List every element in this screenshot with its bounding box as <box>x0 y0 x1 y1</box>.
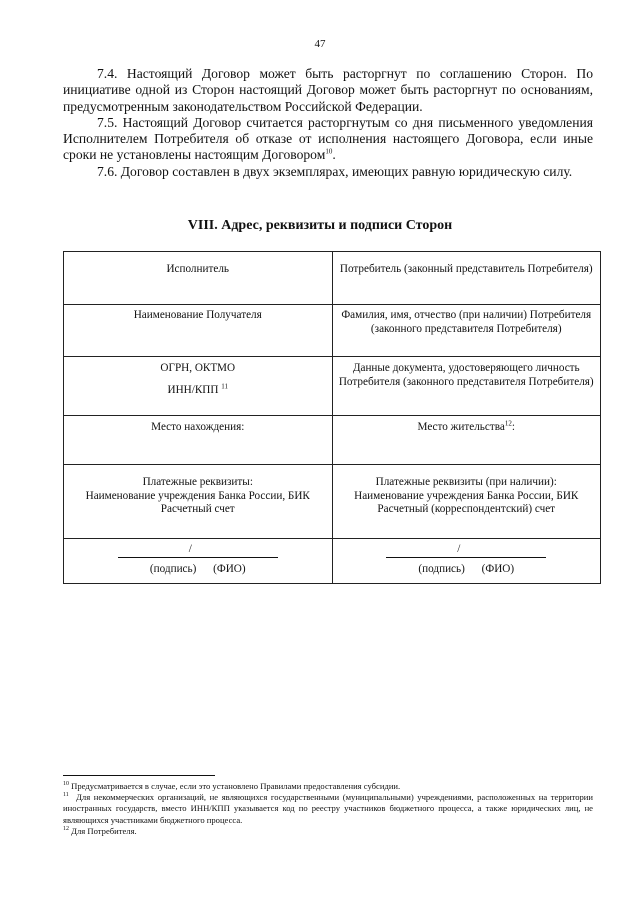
residence-colon: : <box>511 421 515 433</box>
paragraph-7-5-tail: . <box>332 147 336 163</box>
residence-label: Место жительства <box>417 421 505 433</box>
table-row <box>64 539 601 584</box>
signature-caption <box>339 563 595 577</box>
inn-kpp-label: ИНН/КПП <box>167 383 219 396</box>
identity-document-cell: Данные документа, удостоверяющего личность Потребителя (законного представителя Потребителя) <box>332 357 601 416</box>
paragraph-7-5 <box>63 115 593 164</box>
payment-details-label: Платежные реквизиты (при наличии): <box>375 476 557 488</box>
sign-label: (подпись) <box>149 562 197 575</box>
footnote-text: Предусматривается в случае, если это установлено Правилами предоставления субсидии. <box>71 781 401 791</box>
footnote-mark: 12 <box>63 825 69 832</box>
section-title: VIII. Адрес, реквизиты и подписи Сторон <box>187 218 453 233</box>
footnote-ref-11: 11 <box>221 381 228 390</box>
table-row <box>64 465 601 539</box>
signature-slash: / <box>457 543 461 555</box>
paragraph-7-4: 7.4. Настоящий Договор может быть расторгнут по соглашению Сторон. По инициативе одной из Сторон настоящий Договор может быть расторгнут по основаниям, предусмотренным законодательством Российской Федерации. <box>63 66 593 114</box>
signature-slash: / <box>188 543 192 555</box>
contract-body <box>63 66 593 180</box>
paragraph-7-5-text: 7.5. Настоящий Договор считается расторгнутым со дня письменного уведомления Исполнителем Потребителя об отказе от исполнения настоящего Договора, если иные сроки не установлены настоящим Договором <box>63 114 593 163</box>
signature-caption <box>70 563 326 577</box>
page-number: 47 <box>314 38 326 50</box>
bank-name-label: Наименование учреждения Банка России, БИК <box>85 489 310 502</box>
requisites-table <box>63 251 601 584</box>
name-label: (ФИО) <box>213 562 246 575</box>
inn-kpp-line <box>70 381 326 398</box>
footnote-mark: 10 <box>63 781 69 788</box>
paragraph-7-6: 7.6. Договор составлен в двух экземплярах, имеющих равную юридическую силу. <box>97 163 573 179</box>
consumer-fullname-cell: Фамилия, имя, отчество (при наличии) Потребителя (законного представителя Потребителя) <box>332 305 601 357</box>
table-row <box>64 416 601 465</box>
footnote-ref-10: 10 <box>325 147 333 156</box>
table-row <box>64 305 601 357</box>
recipient-name-cell: Наименование Получателя <box>64 305 333 357</box>
executor-header: Исполнитель <box>64 252 333 305</box>
footnotes <box>63 781 593 837</box>
sign-label: (подпись) <box>418 562 465 575</box>
footnote-separator <box>63 775 215 776</box>
footnote-mark: 11 <box>63 792 69 799</box>
ogrn-inn-cell <box>64 357 333 416</box>
location-cell: Место нахождения: <box>64 416 333 465</box>
signature-line <box>118 545 278 558</box>
executor-payment-cell <box>64 465 333 539</box>
bank-name-label: Наименование учреждения Банка России, БИК <box>354 489 579 502</box>
signature-line <box>386 545 546 558</box>
footnote-ref-12: 12 <box>504 419 512 428</box>
ogrn-oktmo-label: ОГРН, ОКТМО <box>160 362 236 374</box>
consumer-signature-cell <box>332 539 601 584</box>
footnote-10 <box>63 781 593 792</box>
footnote-12 <box>63 826 593 837</box>
account-label: Расчетный счет <box>160 503 235 515</box>
footnote-text: Для Потребителя. <box>71 825 137 836</box>
payment-details-label: Платежные реквизиты: <box>142 476 253 488</box>
residence-cell <box>332 416 601 465</box>
consumer-payment-cell <box>332 465 601 539</box>
footnote-11 <box>63 792 593 826</box>
executor-signature-cell <box>64 539 333 584</box>
table-row <box>64 252 601 305</box>
correspondent-account-label: Расчетный (корреспондентский) счет <box>377 503 556 515</box>
name-label: (ФИО) <box>481 562 515 575</box>
footnote-text: Для некоммерческих организаций, не являющихся государственными (муниципальными) учреждениями, расположенных на территории иностранных государств, вместо ИНН/КПП указывается код по реестру участников бюджетного процесса, а также юридических лиц, не являющихся участниками бюджетного процесса. <box>63 792 594 825</box>
consumer-header: Потребитель (законный представитель Потребителя) <box>332 252 601 305</box>
table-row <box>64 357 601 416</box>
